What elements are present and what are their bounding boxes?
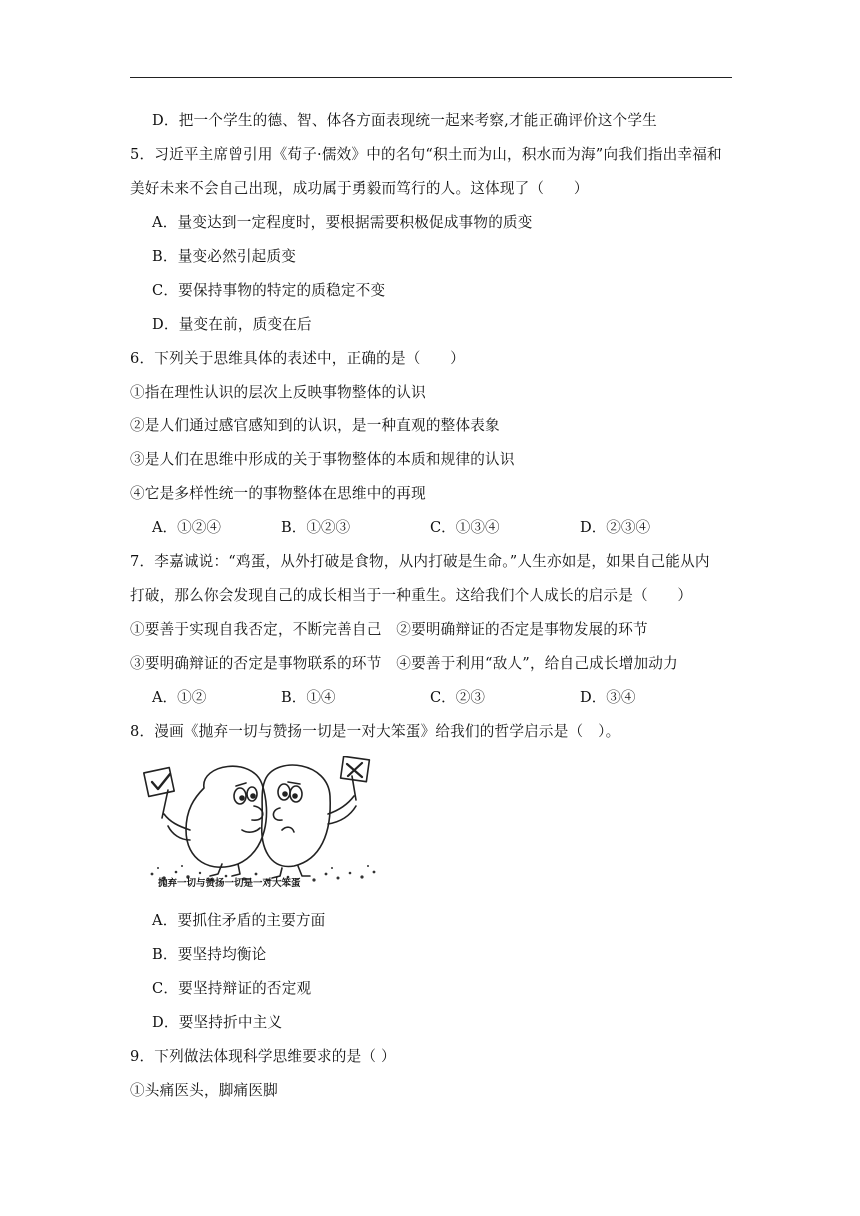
q6-statement-4: ④它是多样性统一的事物整体在思维中的再现 [130, 485, 426, 502]
q4-option-d: D．把一个学生的德、智、体各方面表现统一起来考察,才能正确评价这个学生 [152, 112, 657, 129]
q8-option-a: A．要抓住矛盾的主要方面 [152, 912, 326, 929]
q8-option-c: C．要坚持辩证的否定观 [152, 980, 312, 997]
q8-option-b: B．要坚持均衡论 [152, 946, 267, 963]
q6-stem: 6．下列关于思维具体的表述中，正确的是（ ） [130, 350, 465, 367]
q6-statement-2: ②是人们通过感官感知到的认识，是一种直观的整体表象 [130, 417, 500, 434]
q6-statement-1: ①指在理性认识的层次上反映事物整体的认识 [130, 384, 426, 401]
q6-option-d: D．②③④ [580, 519, 651, 536]
q7-statements-1-2: ①要善于实现自我否定，不断完善自己 ②要明确辩证的否定是事物发展的环节 [130, 621, 648, 638]
q5-stem-line1: 5．习近平主席曾引用《荀子·儒效》中的名句“积土而为山，积水而为海”向我们指出幸福和 [130, 146, 722, 163]
eggs-cartoon-image [142, 756, 382, 898]
q8-option-d: D．要坚持折中主义 [152, 1014, 283, 1031]
q6-option-b: B．①②③ [281, 519, 351, 536]
q5-option-b: B．量变必然引起质变 [152, 248, 297, 265]
q9-stem: 9．下列做法体现科学思维要求的是（ ） [130, 1048, 396, 1065]
q7-statements-3-4: ③要明确辩证的否定是事物联系的环节 ④要善于利用“敌人”，给自己成长增加动力 [130, 655, 678, 672]
q7-option-d: D．③④ [580, 689, 636, 706]
q5-option-c: C．要保持事物的特定的质稳定不变 [152, 282, 386, 299]
q6-statement-3: ③是人们在思维中形成的关于事物整体的本质和规律的认识 [130, 451, 515, 468]
q7-option-b: B．①④ [281, 689, 336, 706]
header-rule [130, 77, 732, 78]
cartoon-caption: 抛弃一切与赞扬一切是一对大笨蛋 [158, 878, 301, 889]
q7-option-c: C．②③ [430, 689, 485, 706]
q7-stem-line2: 打破，那么你会发现自己的成长相当于一种重生。这给我们个人成长的启示是（ ） [130, 587, 693, 604]
q6-option-a: A．①②④ [152, 519, 221, 536]
q7-option-a: A．①② [152, 689, 207, 706]
q5-option-a: A．量变达到一定程度时，要根据需要积极促成事物的质变 [152, 214, 533, 231]
q5-option-d: D．量变在前，质变在后 [152, 316, 312, 333]
q8-stem: 8．漫画《抛弃一切与赞扬一切是一对大笨蛋》给我们的哲学启示是（ ）。 [130, 723, 621, 740]
q6-option-c: C．①③④ [430, 519, 500, 536]
q5-stem-line2: 美好未来不会自己出现，成功属于勇毅而笃行的人。这体现了（ ） [130, 180, 589, 197]
q9-statement-1: ①头痛医头，脚痛医脚 [130, 1082, 278, 1099]
q7-stem-line1: 7．李嘉诚说：“鸡蛋，从外打破是食物，从内打破是生命。”人生亦如是，如果自己能从内 [130, 553, 710, 570]
